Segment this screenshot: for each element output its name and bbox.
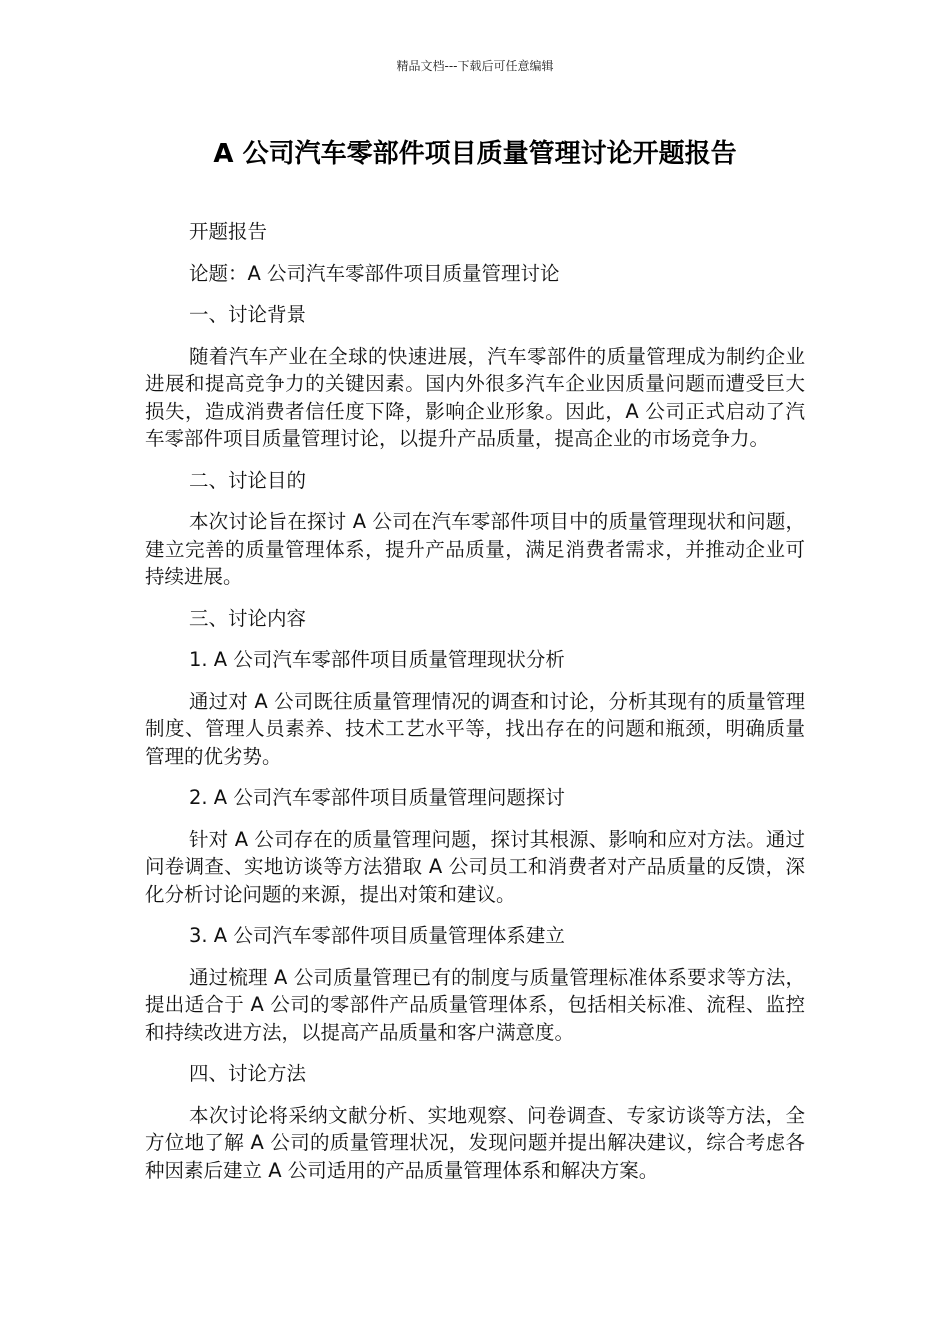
section-body-methods: 本次讨论将采纳文献分析、实地观察、问卷调查、专家访谈等方法，全方位地了解 A 公司的质量管理状况，发现问题并提出解决建议，综合考虑各种因素后建立 A 公司适用的产品质量管理体系和解决方案。 <box>145 1103 805 1182</box>
section-body-background: 随着汽车产业在全球的快速进展，汽车零部件的质量管理成为制约企业进展和提高竞争力的关键因素。国内外很多汽车企业因质量问题而遭受巨大损失，造成消费者信任度下降，影响企业形象。因此，A 公司正式启动了汽车零部件项目质量管理讨论，以提升产品质量，提高企业的市场竞争力。 <box>145 344 805 450</box>
subsection-heading-status-analysis: 1. A 公司汽车零部件项目质量管理现状分析 <box>189 648 565 671</box>
subsection-heading-problem-discussion: 2. A 公司汽车零部件项目质量管理问题探讨 <box>189 786 565 809</box>
subsection-body-problem-discussion: 针对 A 公司存在的质量管理问题，探讨其根源、影响和应对方法。通过问卷调查、实地访谈等方法猎取 A 公司员工和消费者对产品质量的反馈，深化分析讨论问题的来源，提出对策和建议。 <box>145 827 805 906</box>
document-body <box>145 218 805 1198</box>
document-title: A 公司汽车零部件项目质量管理讨论开题报告 <box>213 139 737 169</box>
section-heading-background: 一、讨论背景 <box>189 303 307 326</box>
report-label: 开题报告 <box>189 220 268 243</box>
section-heading-content: 三、讨论内容 <box>189 606 307 630</box>
subsection-heading-system-building: 3. A 公司汽车零部件项目质量管理体系建立 <box>189 924 565 947</box>
section-heading-methods: 四、讨论方法 <box>189 1062 307 1085</box>
subsection-body-system-building: 通过梳理 A 公司质量管理已有的制度与质量管理标准体系要求等方法，提出适合于 A 公司的零部件产品质量管理体系，包括相关标准、流程、监控和持续改进方法，以提高产品质量和客户满意度。 <box>145 965 805 1044</box>
header-note: 精品文档---下载后可任意编辑 <box>396 59 554 73</box>
section-body-purpose: 本次讨论旨在探讨 A 公司在汽车零部件项目中的质量管理现状和问题，建立完善的质量管理体系，提升产品质量，满足消费者需求，并推动企业可持续进展。 <box>145 510 805 588</box>
section-heading-purpose: 二、讨论目的 <box>189 468 307 492</box>
subsection-body-status-analysis: 通过对 A 公司既往质量管理情况的调查和讨论，分析其现有的质量管理制度、管理人员素养、技术工艺水平等，找出存在的问题和瓶颈，明确质量管理的优劣势。 <box>145 689 805 768</box>
report-topic: 论题：A 公司汽车零部件项目质量管理讨论 <box>189 261 560 285</box>
